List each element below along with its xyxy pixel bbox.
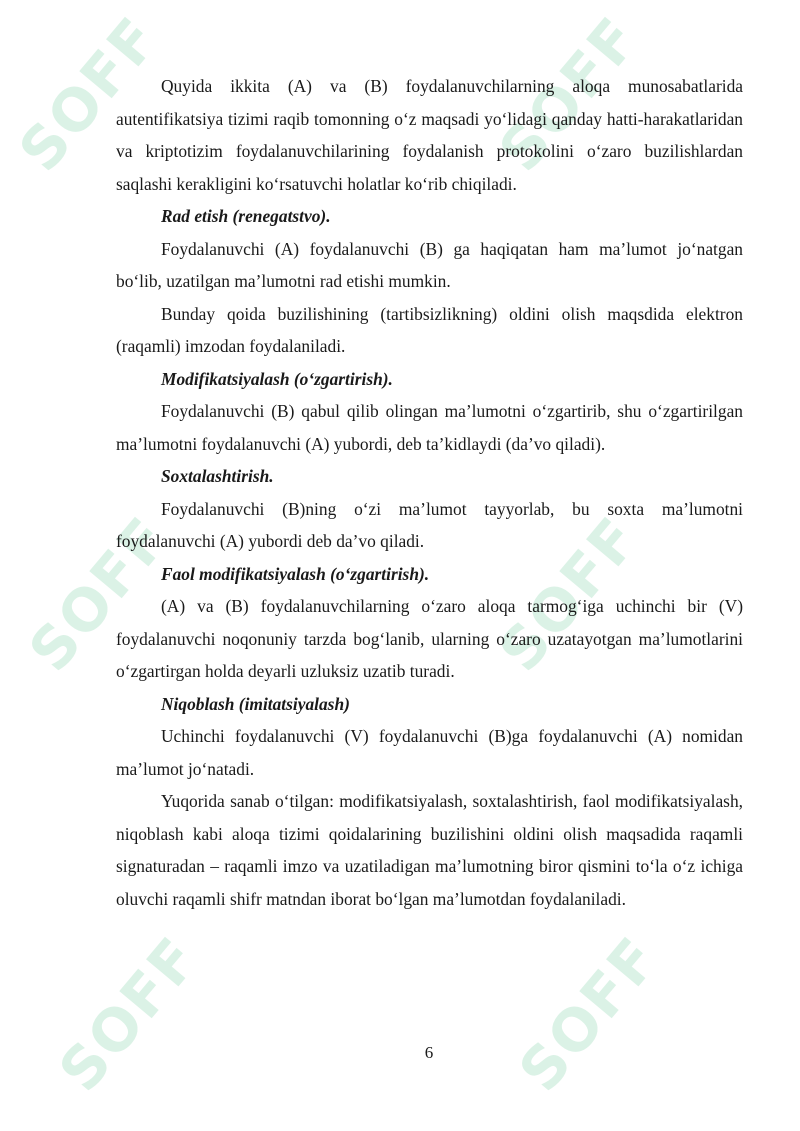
document-body: [116, 70, 743, 915]
watermark-text: SOFF: [45, 923, 213, 1105]
paragraph: Foydalanuvchi (A) foydalanuvchi (B) ga haqiqatan ham ma’lumot jo‘natgan bo‘lib, uzatilgan ma’lumotni rad etishi mumkin.: [116, 238, 743, 291]
conclusion-paragraph: Yuqorida sanab o‘tilgan: modifikatsiyalash, soxtalashtirish, faol modifikatsiyalash, niqoblash kabi aloqa tizimi qoidalarining buzilishini oldini olish maqsadida raqamli signaturadan – raqamli imzo va uzatiladigan ma’lumotning biror qismini to‘la o‘z ichiga oluvchi raqamli shifr matndan iborat bo‘lgan ma’lumotdan foydalaniladi.: [116, 791, 743, 909]
paragraph: Uchinchi foydalanuvchi (V) foydalanuvchi (B)ga foydalanuvchi (A) nomidan ma’lumot jo‘natadi.: [116, 726, 743, 779]
paragraph: Foydalanuvchi (B) qabul qilib olingan ma’lumotni o‘zgartirib, shu o‘zgartirilgan ma’lumotni foydalanuvchi (A) yubordi, deb ta’kidlaydi (da’vo qiladi).: [116, 401, 743, 454]
section-heading-faol-modifikatsiyalash: Faol modifikatsiyalash (o‘zgartirish).: [161, 563, 430, 584]
section-heading-soxtalashtirish: Soxtalashtirish.: [161, 466, 274, 486]
watermark-text: SOFF: [15, 503, 183, 685]
paragraph: (A) va (B) foydalanuvchilarning o‘zaro aloqa tarmog‘iga uchinchi bir (V) foydalanuvchi noqonuniy tarzda bog‘lanib, ularning o‘zaro uzatayotgan ma’lumotlarini o‘zgartirgan holda deyarli uzluksiz uzatib turadi.: [116, 596, 743, 681]
paragraph: Bunday qoida buzilishining (tartibsizlikning) oldini olish maqsdida elektron (raqamli) imzodan foydalaniladi.: [116, 303, 743, 356]
section-heading-modifikatsiyalash: Modifikatsiyalash (o‘zgartirish).: [161, 368, 393, 389]
watermark-logo: [506, 924, 673, 1104]
page-number: 6: [424, 1043, 434, 1062]
watermark-logo: [46, 924, 213, 1104]
watermark-text: SOFF: [485, 503, 653, 685]
watermark-text: SOFF: [485, 3, 653, 185]
intro-paragraph: Quyida ikkita (A) va (B) foydalanuvchilarning aloqa munosabatlarida autentifikatsiya tizimi raqib tomonning o‘z maqsadi yo‘lidagi qanday hatti-harakatlaridan va kriptotizim foydalanuvchilarining foydalanish protokolini o‘zaro buzilishlardan saqlashi kerakligini ko‘rsatuvchi holatlar ko‘rib chiqiladi.: [116, 76, 743, 194]
section-heading-rad-etish: Rad etish (renegatstvo).: [161, 206, 331, 226]
watermark-text: SOFF: [505, 923, 673, 1105]
paragraph: Foydalanuvchi (B)ning o‘zi ma’lumot tayyorlab, bu soxta ma’lumotni foydalanuvchi (A) yubordi deb da’vo qiladi.: [116, 498, 743, 551]
section-heading-niqoblash: Niqoblash (imitatsiyalash): [161, 693, 350, 714]
watermark-text: SOFF: [5, 3, 173, 185]
